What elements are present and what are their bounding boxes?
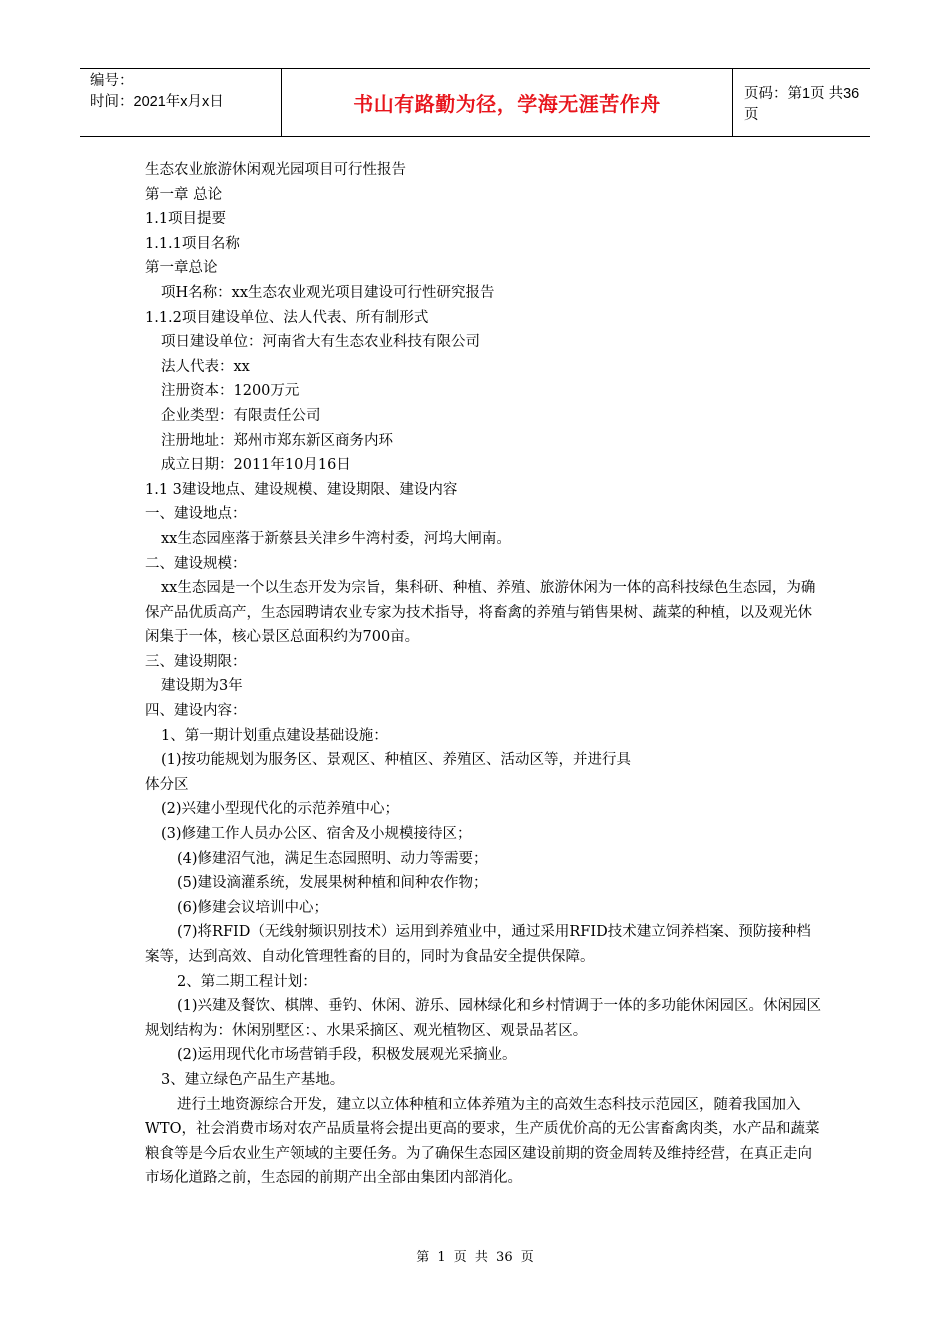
list-item: 3、建立绿色产品生产基地。 xyxy=(161,1071,345,1088)
section-heading: 1.1项目提要 xyxy=(145,211,227,228)
paragraph: 建设期为3年 xyxy=(161,678,243,695)
list-item: (1)兴建及餐饮、棋牌、垂钓、休闲、游乐、园林绿化和乡村情调于一体的多功能休闲园区。休闲园区规划结构为：休闲别墅区：、水果采摘区、观光植物区、观景品茗区。 xyxy=(145,998,822,1039)
list-item: 2、第二期工程计划： xyxy=(177,973,317,990)
list-item-continuation: 体分区 xyxy=(145,776,189,793)
chapter-heading: 第一章 总论 xyxy=(145,186,223,203)
subsection-heading: 1.1.1项目名称 xyxy=(145,235,240,252)
list-item: (5)建设滴灌系统，发展果树种植和间种农作物； xyxy=(177,875,488,892)
header-page-cell xyxy=(733,69,870,136)
list-item: (4)修建沼气池，满足生态园照明、动力等需要； xyxy=(177,850,488,867)
construction-unit-line: 项日建设单位：河南省大有生态农业科技有限公司 xyxy=(161,334,480,351)
list-item: (1)按功能规划为服务区、景观区、种植区、养殖区、活动区等，并进行具 xyxy=(161,752,632,769)
document-date: 时间：2021年x月x日 xyxy=(90,94,224,110)
list-item: (3)修建工作人员办公区、宿舍及小规模接待区； xyxy=(161,826,472,843)
founding-date-line: 成立日期：2011年10月16日 xyxy=(161,457,351,474)
list-heading: 四、建设内容： xyxy=(145,703,247,720)
list-item: (7)将RFID（无线射频识别技术）运用到养殖业中，通过采用RFID技术建立饲养档案、预防接种档案等，达到高效、自动化管理牲畜的目的，同时为食品安全提供保障。 xyxy=(145,924,811,965)
list-item: (2)运用现代化市场营销手段，积极发展观光采摘业。 xyxy=(177,1047,517,1064)
list-item: (6)修建会议培训中心； xyxy=(177,899,329,916)
paragraph: xx生态园座落于新蔡县关津乡牛湾村委，河坞大闸南。 xyxy=(161,530,511,547)
list-heading: 三、建设期限： xyxy=(145,653,247,670)
list-item: 1、第一期计划重点建设基础设施： xyxy=(161,727,388,744)
header-motto: 书山有路勤为径，学海无涯苦作舟 xyxy=(353,92,661,116)
document-number-label: 编号： xyxy=(90,73,134,89)
page-header xyxy=(80,68,870,137)
document-title: 生态农业旅游休闲观光园项目可行性报告 xyxy=(145,162,406,178)
subsection-heading: 1.1.2项目建设单位、法人代表、所有制形式 xyxy=(145,309,429,326)
list-item: (2)兴建小型现代化的示范养殖中心； xyxy=(161,801,400,818)
header-page-number: 页码：第1页 共36页 xyxy=(744,85,860,123)
page-footer: 第 1 页 共 36 页 xyxy=(416,1250,534,1265)
registered-capital-line: 注册资本：1200万元 xyxy=(161,383,300,400)
chapter-heading-repeat: 第一章总论 xyxy=(145,260,218,277)
list-heading: 二、建设规模： xyxy=(145,555,247,572)
project-name-line: 项H名称：xx生态农业观光项目建设可行性研究报告 xyxy=(161,284,495,301)
header-left-cell xyxy=(80,69,281,136)
paragraph: xx生态园是一个以生态开发为宗旨，集科研、种植、养殖、旅游休闲为一体的高科技绿色生态园，为确保产品优质高产，生态园聘请农业专家为技术指导，将畜禽的养殖与销售果树、蔬菜的种植，以及观光休闲集于一体，核心景区总面积约为700亩。 xyxy=(145,580,816,646)
header-motto-cell xyxy=(281,69,733,136)
subsection-heading: 1.1 3建设地点、建设规模、建设期限、建设内容 xyxy=(145,481,458,498)
paragraph: 进行土地资源综合开发，建立以立体种植和立体养殖为主的高效生态科技示范园区，随着我国加入WTO，社会消费市场对农产品质量将会提出更高的要求，生产质优价高的无公害畜禽肉类，水产品和蔬菜粮食等是今后农业生产领域的主要任务。为了确保生态园区建设前期的资金周转及维持经营，在真正走向市场化道路之前，生态园的前期产出全部由集团内部消化。 xyxy=(145,1096,820,1187)
legal-representative-line: 法人代表：xx xyxy=(161,358,250,375)
enterprise-type-line: 企业类型：有限责任公司 xyxy=(161,407,321,424)
registered-address-line: 注册地址：郑州市郑东新区商务内环 xyxy=(161,432,393,449)
list-heading: 一、建设地点： xyxy=(145,506,247,523)
document-body xyxy=(145,158,825,1191)
